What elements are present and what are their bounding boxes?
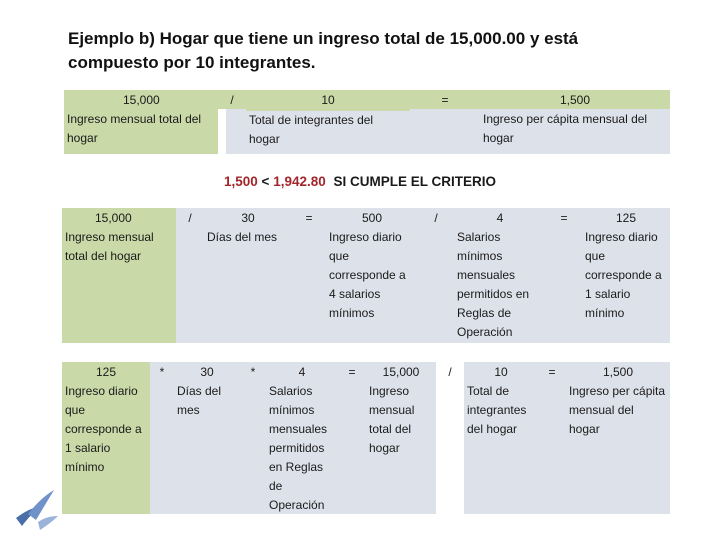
- r1-income-cell: [64, 90, 218, 154]
- r2-days-value: 30: [241, 211, 255, 225]
- r3-mul-operator: *: [150, 362, 174, 514]
- r1-op2-filler: [410, 109, 480, 154]
- r2-daily4-value: 500: [361, 211, 383, 225]
- r3-days-label: Días del mes: [177, 384, 222, 417]
- r3-days-value: 30: [200, 365, 214, 379]
- r3-eq-operator: =: [338, 362, 366, 514]
- r1-percapita-label: Ingreso per cápita mensual del hogar: [483, 112, 648, 145]
- r3-members-label: Total de integrantes del hogar: [467, 384, 527, 436]
- r1-members-cell: [246, 90, 410, 154]
- r2-daily1-value: 125: [615, 211, 637, 225]
- r3-percapita-value: 1,500: [602, 365, 634, 379]
- criteria-line: [0, 174, 720, 189]
- logo-icon: [10, 478, 70, 533]
- r1-percapita-label-cell: [480, 109, 670, 154]
- criteria-text: SI CUMPLE EL CRITERIO: [333, 174, 497, 189]
- r2-days-cell: [204, 208, 292, 343]
- criteria-right-value: 1,942.80: [273, 174, 326, 189]
- r3-members-cell: [464, 362, 538, 514]
- r2-days-label: Días del mes: [207, 230, 278, 244]
- r2-div-operator: /: [176, 208, 204, 343]
- r1-members-value: 10: [246, 90, 410, 111]
- r2-eq2-operator: =: [546, 208, 582, 343]
- r1-op1-filler: [226, 109, 246, 154]
- r1-members-label: Total de integrantes del hogar: [249, 113, 374, 146]
- r3-income-label: Ingreso mensual total del hogar: [369, 384, 415, 455]
- r3-income-value: 15,000: [382, 365, 420, 379]
- r3-eq2-operator: =: [538, 362, 566, 514]
- r3-daily1-label: Ingreso diario que corresponde a 1 salario mínimo: [65, 384, 142, 474]
- r2-daily1-label: Ingreso diario que corresponde a 1 salario mínimo: [585, 230, 662, 320]
- r3-minsal-cell: [266, 362, 338, 514]
- r2-daily1-cell: [582, 208, 670, 343]
- r2-income-label: Ingreso mensual total del hogar: [65, 230, 154, 263]
- r1-percapita-value: 1,500: [559, 93, 591, 107]
- r1-percapita-cell: [480, 90, 670, 109]
- r2-div2-operator: /: [418, 208, 454, 343]
- r3-mul2-operator: *: [240, 362, 266, 514]
- slide-title: Ejemplo b) Hogar que tiene un ingreso total de 15,000.00 y está compuesto por 10 integrantes.: [68, 29, 579, 72]
- r3-minsal-label: Salarios mínimos mensuales permitidos en Reglas de Operación: [269, 384, 328, 512]
- r3-income-cell: [366, 362, 436, 514]
- r2-minsal-label: Salarios mínimos mensuales permitidos en Reglas de Operación: [457, 230, 530, 339]
- r3-percapita-label: Ingreso per cápita mensual del hogar: [569, 384, 666, 436]
- r3-percapita-cell: [566, 362, 670, 514]
- r2-minsal-value: 4: [496, 211, 504, 225]
- r3-div-operator: /: [448, 365, 452, 379]
- r3-minsal-value: 4: [298, 365, 306, 379]
- r3-members-value: 10: [494, 365, 508, 379]
- r1-income-value: 15,000: [123, 93, 160, 107]
- r2-minsal-cell: [454, 208, 546, 343]
- r1-eq-operator: =: [410, 90, 480, 109]
- r2-income-cell: [62, 208, 176, 343]
- r2-eq-operator: =: [292, 208, 326, 343]
- r2-daily4-label: Ingreso diario que corresponde a 4 salarios mínimos: [329, 230, 406, 320]
- r1-income-label: Ingreso mensual total del hogar: [67, 112, 202, 145]
- r3-days-cell: [174, 362, 240, 514]
- r3-daily1-cell: [62, 362, 150, 514]
- criteria-lt: <: [261, 174, 270, 189]
- r1-div-operator: /: [218, 90, 246, 109]
- criteria-left-value: 1,500: [223, 174, 258, 189]
- r3-daily1-value: 125: [95, 365, 117, 379]
- r2-daily4-cell: [326, 208, 418, 343]
- r2-income-value: 15,000: [95, 211, 132, 225]
